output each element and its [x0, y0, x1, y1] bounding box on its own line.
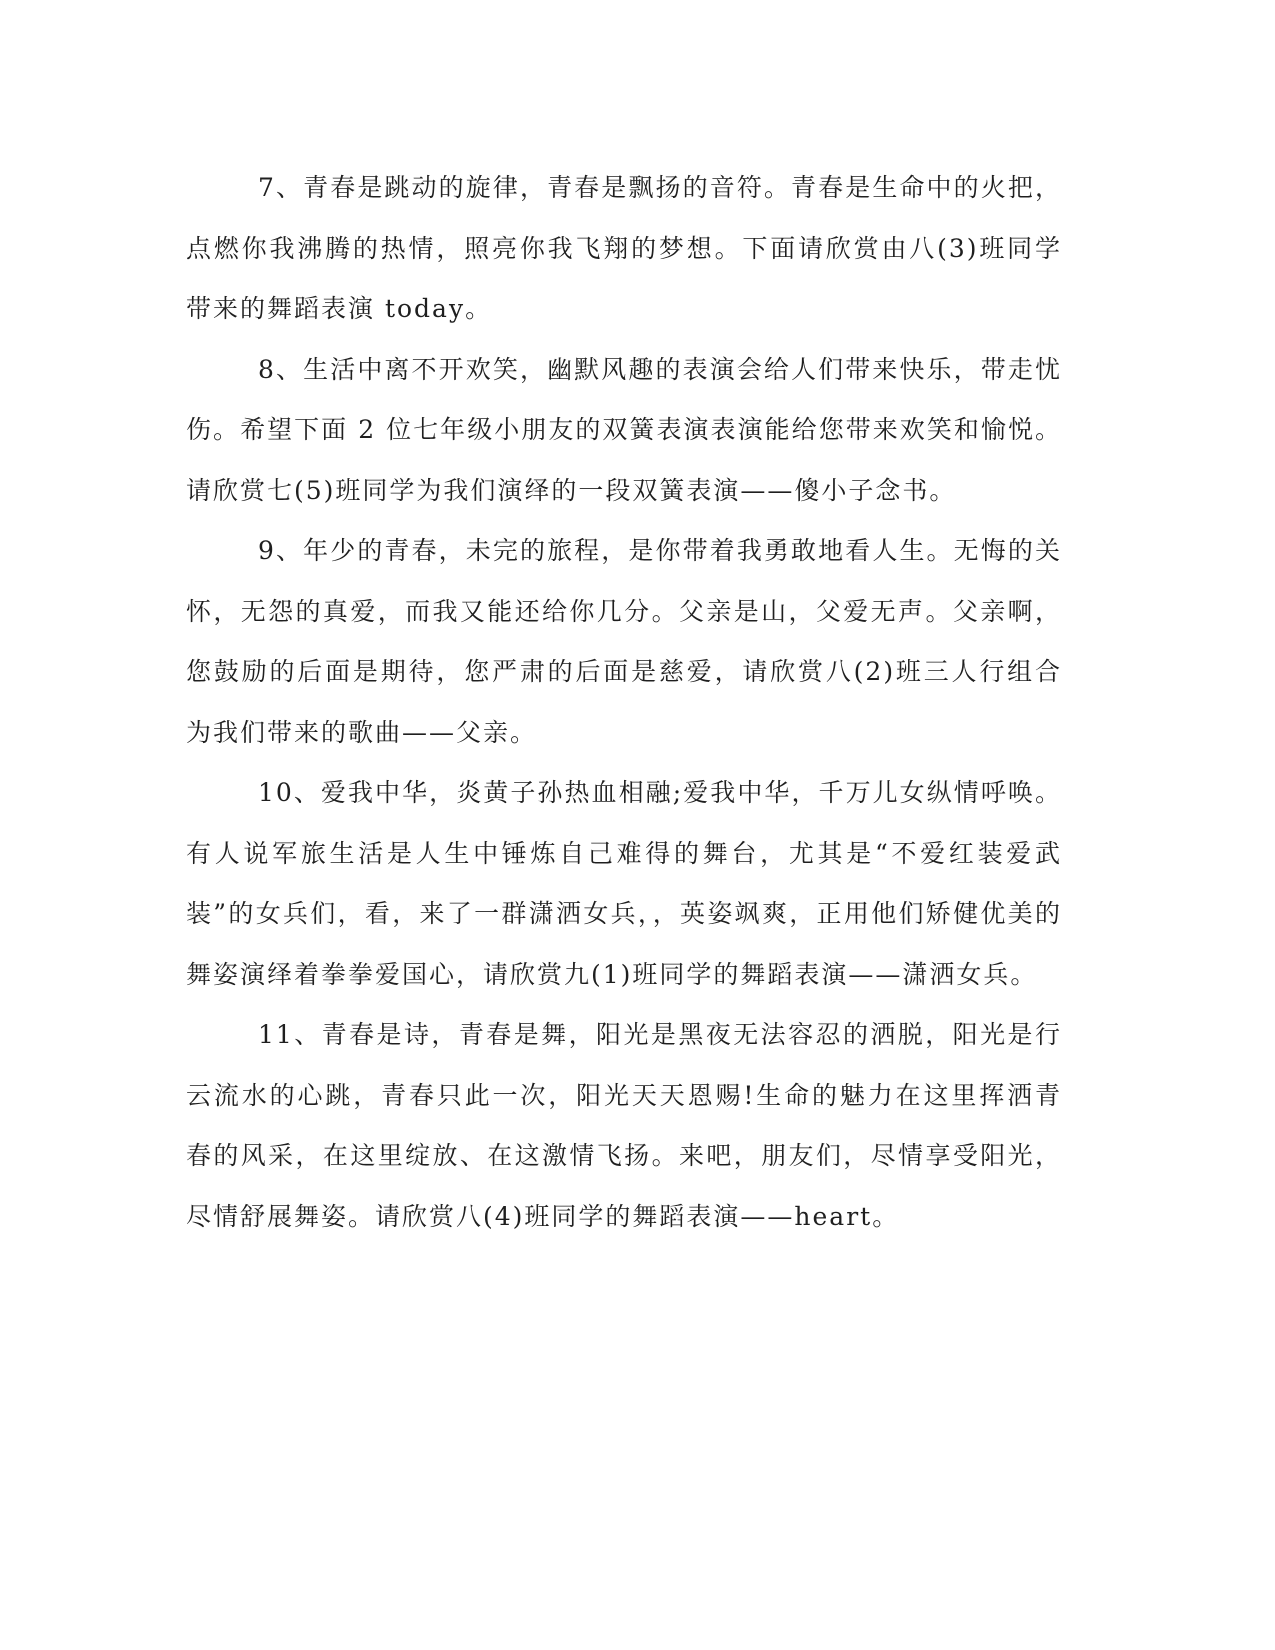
document-body — [186, 158, 1062, 1247]
paragraph-9: 9、年少的青春，未完的旅程，是你带着我勇敢地看人生。无悔的关怀，无怨的真爱，而我又能还给你几分。父亲是山，父爱无声。父亲啊，您鼓励的后面是期待，您严肃的后面是慈爱，请欣赏八(2)班三人行组合为我们带来的歌曲——父亲。 — [186, 536, 1062, 747]
paragraph-11: 11、青春是诗，青春是舞，阳光是黑夜无法容忍的洒脱，阳光是行云流水的心跳，青春只此一次，阳光天天恩赐!生命的魅力在这里挥洒青春的风采，在这里绽放、在这激情飞扬。来吧，朋友们，尽情享受阳光，尽情舒展舞姿。请欣赏八(4)班同学的舞蹈表演——heart。 — [186, 1020, 1062, 1231]
paragraph-10: 10、爱我中华，炎黄子孙热血相融;爱我中华，千万儿女纵情呼唤。有人说军旅生活是人生中锤炼自己难得的舞台，尤其是“不爱红装爱武装”的女兵们，看，来了一群潇洒女兵，，英姿飒爽，正用他们矫健优美的舞姿演绎着拳拳爱国心，请欣赏九(1)班同学的舞蹈表演——潇洒女兵。 — [186, 778, 1062, 989]
paragraph-7: 7、青春是跳动的旋律，青春是飘扬的音符。青春是生命中的火把，点燃你我沸腾的热情，照亮你我飞翔的梦想。下面请欣赏由八(3)班同学带来的舞蹈表演 today。 — [186, 173, 1062, 323]
paragraph-8: 8、生活中离不开欢笑，幽默风趣的表演会给人们带来快乐，带走忧伤。希望下面 2 位七年级小朋友的双簧表演表演能给您带来欢笑和愉悦。请欣赏七(5)班同学为我们演绎的一段双簧表演——傻小子念书。 — [186, 354, 1062, 505]
